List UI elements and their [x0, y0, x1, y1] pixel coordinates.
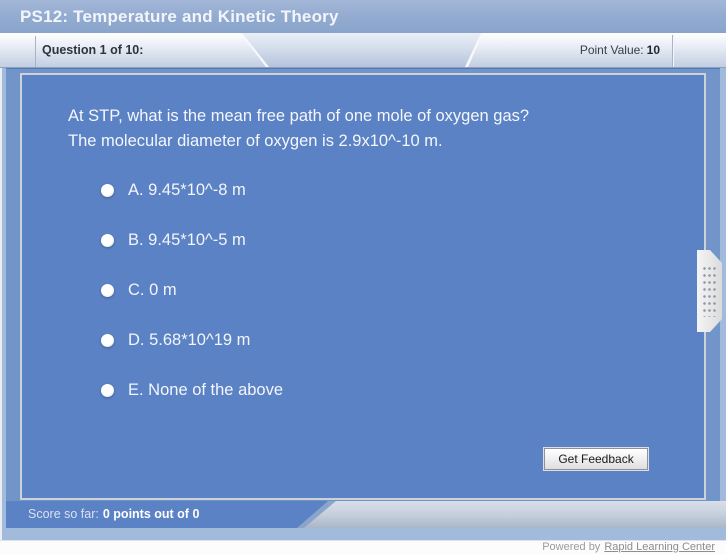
score-bar	[6, 501, 726, 528]
title-bar	[0, 0, 726, 33]
radio-button-icon[interactable]	[101, 384, 114, 397]
question-bar-trapezoid	[242, 33, 481, 67]
answer-option-d[interactable]	[101, 327, 283, 353]
radio-button-icon[interactable]	[101, 284, 114, 297]
question-panel	[20, 73, 706, 500]
answer-option-b[interactable]	[101, 227, 283, 253]
point-value-label: Point Value:	[579, 43, 644, 57]
page-title: PS12: Temperature and Kinetic Theory	[20, 6, 339, 26]
point-value-number: 10	[646, 43, 660, 57]
option-label: E. None of the above	[128, 380, 284, 399]
answer-option-a[interactable]	[101, 177, 283, 203]
question-text	[68, 104, 529, 154]
option-label: A. 9.45*10^-8 m	[128, 180, 246, 199]
option-label: D. 5.68*10^19 m	[128, 330, 251, 349]
question-bar-left-divider	[35, 36, 36, 67]
rapid-learning-center-link[interactable]: Rapid Learning Center	[604, 541, 715, 553]
score-text	[28, 501, 199, 527]
question-bar	[0, 33, 726, 68]
quiz-body-frame	[0, 68, 726, 540]
grip-dots-icon	[702, 265, 717, 317]
question-line-1: At STP, what is the mean free path of one mole of oxygen gas?	[68, 107, 530, 125]
question-counter: Question 1 of 10:	[42, 43, 144, 57]
radio-button-icon[interactable]	[101, 234, 114, 247]
powered-by-text: Powered by	[542, 541, 601, 553]
answer-options	[101, 177, 283, 427]
question-bar-right-divider	[672, 35, 673, 67]
quiz-body-inner	[6, 68, 720, 528]
radio-button-icon[interactable]	[101, 184, 114, 197]
question-line-2: The molecular diameter of oxygen is 2.9x10^-10 m.	[68, 132, 443, 150]
drag-handle[interactable]	[697, 250, 722, 332]
get-feedback-button[interactable]: Get Feedback	[544, 448, 648, 470]
option-label: B. 9.45*10^-5 m	[128, 230, 246, 249]
score-label: Score so far:	[28, 507, 99, 521]
radio-button-icon[interactable]	[101, 334, 114, 347]
answer-option-c[interactable]	[101, 277, 283, 303]
point-value	[580, 33, 660, 67]
score-value: 0 points out of 0	[102, 507, 200, 521]
powered-by-bar	[0, 540, 726, 554]
option-label: C. 0 m	[128, 280, 177, 299]
answer-option-e[interactable]	[101, 377, 283, 403]
